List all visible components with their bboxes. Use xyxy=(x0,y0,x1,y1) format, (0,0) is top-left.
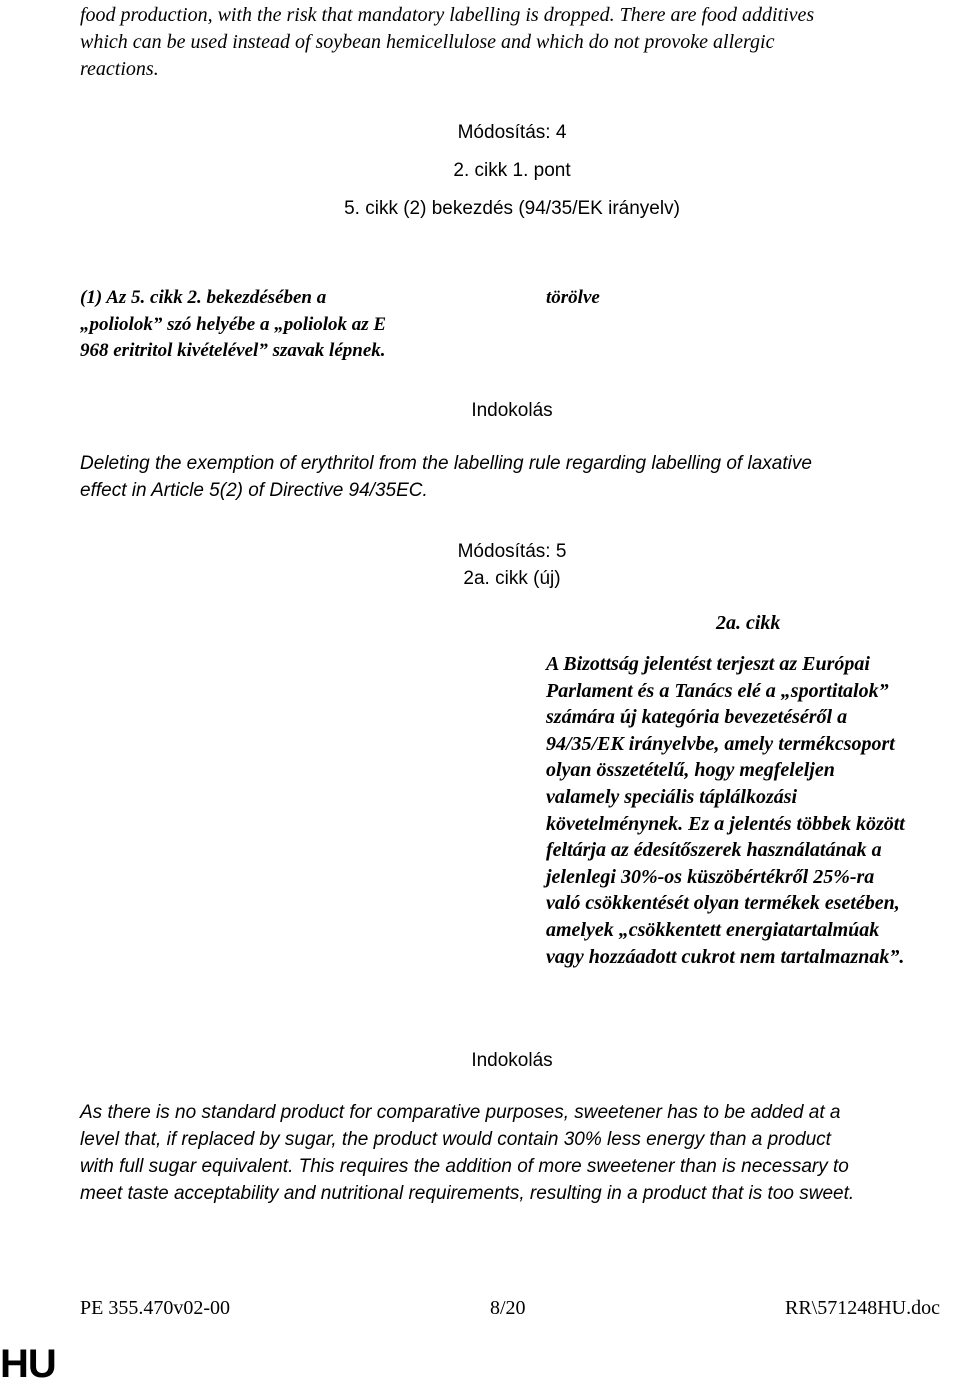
new-article-line: Parlament és a Tanács elé a „sportitalok” xyxy=(546,679,889,702)
new-article-title: 2a. cikk xyxy=(716,612,781,634)
amendment-reference: 5. cikk (2) bekezdés (94/35/EK irányelv) xyxy=(344,198,680,219)
justification-line: As there is no standard product for comparative purposes, sweetener has to be added at a xyxy=(80,1102,841,1123)
justification-line: Deleting the exemption of erythritol from the labelling rule regarding labelling of laxative xyxy=(80,453,812,474)
footer-document-reference: PE 355.470v02-00 xyxy=(80,1297,230,1319)
new-article-line: követelménynek. Ez a jelentés többek között xyxy=(546,812,905,835)
justification-title: Indokolás xyxy=(471,400,553,421)
original-text-line: 968 eritritol kivételével” szavak lépnek. xyxy=(80,340,386,361)
justification-text xyxy=(80,450,920,504)
original-text-line: „poliolok” szó helyébe a „poliolok az E xyxy=(80,313,387,335)
justification-title: Indokolás xyxy=(471,1050,553,1071)
new-article-line: feltárja az édesítőszerek használatának a xyxy=(546,839,882,862)
justification-line: with full sugar equivalent. This requires the addition of more sweetener than is necessary to xyxy=(80,1156,849,1177)
amendment-4-amended-text: törölve xyxy=(546,287,600,308)
intro-line: reactions. xyxy=(80,58,159,80)
amendment-4-original-text xyxy=(80,285,470,365)
justification-line: meet taste acceptability and nutritional requirements, resulting in a product that is too sweet. xyxy=(80,1183,855,1204)
new-article-line: valamely speciális táplálkozási xyxy=(546,785,798,808)
new-article-line: való csökkentését olyan termékek esetében, xyxy=(546,892,900,915)
new-article-line: A Bizottság jelentést terjeszt az Európai xyxy=(546,653,870,675)
amendment-number: Módosítás: 5 xyxy=(457,541,567,562)
amendment-article: 2a. cikk (új) xyxy=(463,568,561,589)
intro-paragraph xyxy=(80,2,880,83)
justification-line: effect in Article 5(2) of Directive 94/35EC. xyxy=(80,480,428,501)
new-article-line: számára új kategória bevezetéséről a xyxy=(546,706,848,729)
amendment-number: Módosítás: 4 xyxy=(457,122,567,143)
new-article-line: jelenlegi 30%-os küszöbértékről 25%-ra xyxy=(546,865,875,888)
new-article-line: vagy hozzáadott cukrot nem tartalmaznak”. xyxy=(546,945,905,968)
footer-file-reference: RR\571248HU.doc xyxy=(785,1297,940,1319)
new-article-line: 94/35/EK irányelvbe, amely termékcsoport xyxy=(546,732,895,755)
amendment-article: 2. cikk 1. pont xyxy=(453,160,571,181)
footer-page-number: 8/20 xyxy=(490,1297,526,1319)
justification-text xyxy=(80,1099,940,1207)
language-code: HU xyxy=(0,1342,56,1386)
amendment-4-header xyxy=(0,114,960,228)
intro-line: which can be used instead of soybean hemicellulose and which do not provoke allergic xyxy=(80,31,775,53)
original-text-line: (1) Az 5. cikk 2. bekezdésében a xyxy=(80,287,327,308)
justification-line: level that, if replaced by sugar, the product would contain 30% less energy than a product xyxy=(80,1129,831,1150)
amendment-5-header xyxy=(0,538,960,592)
intro-line: food production, with the risk that mandatory labelling is dropped. There are food additives xyxy=(80,4,815,26)
new-article-line: amelyek „csökkentett energiatartalmúak xyxy=(546,918,880,941)
new-article-line: olyan összetételű, hogy megfeleljen xyxy=(546,759,835,782)
new-article-body xyxy=(546,651,958,970)
